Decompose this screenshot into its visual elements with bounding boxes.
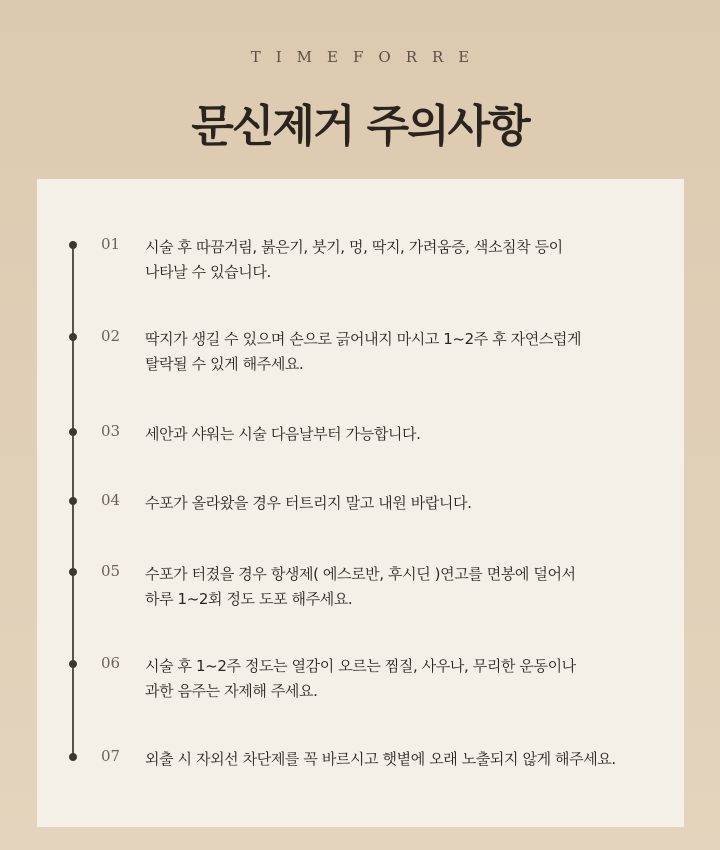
item-text-line: 탈락될 수 있게 해주세요. (145, 355, 304, 373)
item-text-line: 외출 시 자외선 차단제를 꼭 바르시고 햇볕에 오래 노출되지 않게 해주세요. (145, 750, 616, 768)
item-text (145, 747, 665, 772)
item-number: 05 (101, 562, 121, 580)
item-number: 06 (101, 654, 121, 672)
timeline-dot (69, 568, 77, 576)
item-text-line: 하루 1~2회 정도 도포 해주세요. (145, 590, 353, 608)
timeline-dot (69, 428, 77, 436)
timeline-dot (69, 497, 77, 505)
item-text (145, 491, 665, 516)
item-text-line: 수포가 터졌을 경우 항생제( 에스로반, 후시딘 )연고를 면봉에 덜어서 (145, 565, 576, 583)
item-number: 02 (101, 327, 121, 345)
item-number: 04 (101, 491, 121, 509)
item-number: 07 (101, 747, 121, 765)
item-text-line: 수포가 올라왔을 경우 터트리지 말고 내원 바랍니다. (145, 494, 472, 512)
item-text (145, 327, 665, 377)
item-text-line: 세안과 샤워는 시술 다음날부터 가능합니다. (145, 425, 421, 443)
brand-logo-text: TIMEFORRE (250, 48, 485, 66)
item-text (145, 422, 665, 447)
item-text-line: 나타날 수 있습니다. (145, 263, 271, 281)
item-text (145, 654, 665, 704)
item-number: 01 (101, 235, 121, 253)
timeline-dot (69, 333, 77, 341)
item-number: 03 (101, 422, 121, 440)
timeline-dot (69, 241, 77, 249)
page-title: 문신제거 주의사항 (191, 101, 529, 152)
item-text (145, 235, 665, 285)
timeline-dot (69, 660, 77, 668)
item-text-line: 시술 후 1~2주 정도는 열감이 오르는 찜질, 사우나, 무리한 운동이나 (145, 657, 576, 675)
item-text-line: 과한 음주는 자제해 주세요. (145, 682, 318, 700)
item-text (145, 562, 665, 612)
precautions-card (37, 179, 684, 827)
item-text-line: 시술 후 따끔거림, 붉은기, 붓기, 멍, 딱지, 가려움증, 색소침착 등이 (145, 238, 563, 256)
timeline-dot (69, 753, 77, 761)
item-text-line: 딱지가 생길 수 있으며 손으로 긁어내지 마시고 1~2주 후 자연스럽게 (145, 330, 582, 348)
